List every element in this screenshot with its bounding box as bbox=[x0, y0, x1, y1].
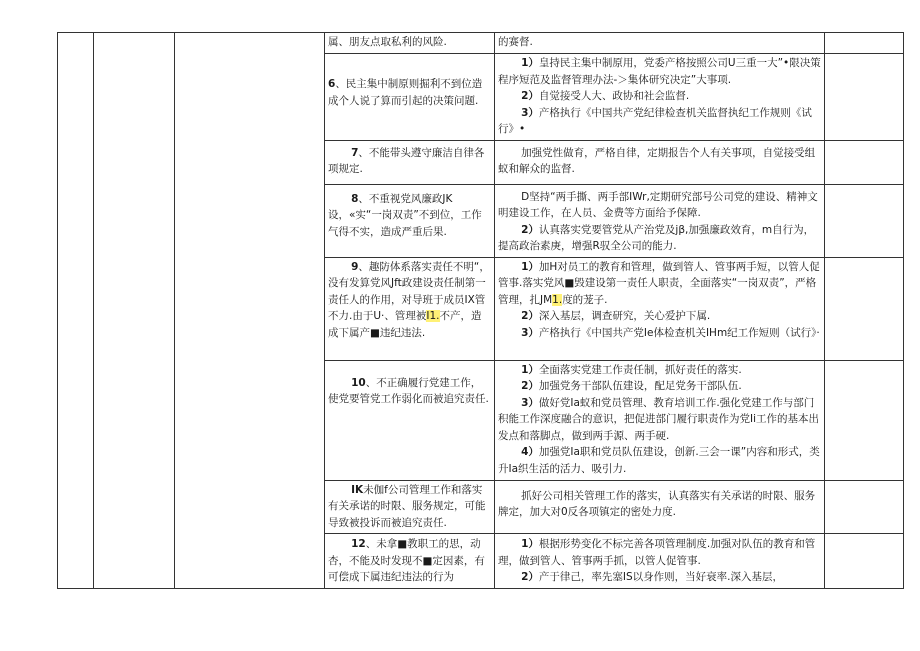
measure-item: 2）产于律己，率先塞IS以身作则，当好衰率.深入基层， bbox=[521, 571, 784, 583]
risk-text bbox=[325, 481, 494, 534]
duty-cell bbox=[175, 33, 325, 589]
risk-cell bbox=[325, 184, 495, 257]
measure-item: 1）根据形势变化不标完善各项管理制度.加强对队伍的教育和管理，做到管人、管事两手抓，以管人促管事. bbox=[498, 538, 816, 567]
note-cell bbox=[825, 140, 904, 184]
risk-number: 8 bbox=[351, 192, 359, 205]
highlighted-text: I1. bbox=[426, 310, 440, 322]
risk-text bbox=[325, 185, 494, 243]
risk-description: 未伽f公司管理工作和落实有关承诺的时限、服务规定，可能导致被投诉而被追究责任. bbox=[328, 483, 486, 529]
table-row bbox=[58, 33, 904, 54]
risk-number: 6 bbox=[328, 78, 336, 90]
risk-description: 、趣防体系落实责任不明“，没有发算党风Jft政建设责任制第一责任人的作用，对导班于成员IX管不力.由于U·、管理被 bbox=[328, 260, 490, 322]
measure-item: 1）皇持民主集中制原用，党委产格按照公司U三重一大”•限决策程序短范及监督管理办法-＞集体研究决定”大事项. bbox=[498, 57, 821, 86]
highlighted-text: 1. bbox=[552, 293, 563, 306]
measure-cell bbox=[495, 184, 825, 257]
index-cell bbox=[58, 33, 94, 589]
risk-number: 10 bbox=[351, 376, 366, 389]
measure-item: 3）做好党Ia蚁和党员管理、教育培训工作.强化党建工作与部门积能工作深度融合的意识，把促进部门履行职责作为党Ii工作的基本出发点和落脚点，做到两手源、两手硬. bbox=[498, 396, 820, 442]
measure-item: 4）加强党Ia职和党员队伍建设，创新.三会一课”内容和形式，类升Ia织生活的活力、吸引力. bbox=[498, 446, 820, 475]
measure-item: D坚持“两手撕、两手部IWr,定期研究部号公司党的建设、精神文明建设工作，在人员、金费等方面给予保障. bbox=[498, 190, 818, 219]
note-cell bbox=[825, 54, 904, 141]
risk-control-table bbox=[57, 32, 904, 589]
measure-cell bbox=[495, 140, 825, 184]
note-cell bbox=[825, 480, 904, 534]
risk-description: 、不能带头遵守廉洁自律各项规定. bbox=[328, 146, 485, 175]
measure-item: 1）加H对员工的教育和管理，做到管人、管事两手短，以管人促管事.落实党风■毁建设第一责任人职责，全面落实“一岗双责”，严格管理，扎JM1.度的茏子. bbox=[498, 260, 820, 306]
measure-cell bbox=[495, 257, 825, 360]
measure-item: 2）深入基层，调查研究，关心爱护下属. bbox=[521, 310, 711, 322]
risk-cell bbox=[325, 257, 495, 360]
risk-cell bbox=[325, 33, 495, 54]
post-cell bbox=[94, 33, 175, 589]
risk-text bbox=[325, 54, 494, 111]
risk-text bbox=[325, 258, 494, 344]
measure-item: 2）加强党务干部队伍建设，配足党务干部队伍. bbox=[521, 380, 742, 392]
risk-cell bbox=[325, 480, 495, 534]
risk-number: 9 bbox=[351, 260, 359, 273]
measure-item: 加强党性做育，严格自律，定期报告个人有关事项，自觉接受组蚁和解众的监督. bbox=[498, 146, 816, 175]
note-cell bbox=[825, 257, 904, 360]
risk-description-end: 不产，造成下属产■违纪违法. bbox=[328, 310, 482, 339]
measure-item: 抓好公司相关管理工作的落实，认真落实有关承诺的时限、服务牌定，加大对0反各项镇定的密处力度. bbox=[498, 489, 816, 518]
risk-number: IK bbox=[351, 483, 364, 496]
measure-cell bbox=[495, 480, 825, 534]
risk-number: 7 bbox=[351, 146, 359, 159]
risk-text: 属、朋友点取私利的风险. bbox=[328, 36, 447, 48]
measure-cell bbox=[495, 360, 825, 480]
risk-cell bbox=[325, 140, 495, 184]
risk-number: 12 bbox=[351, 538, 366, 550]
measure-item: 1）全面落实党建工作责任制，抓好责任的落实. bbox=[521, 363, 742, 376]
measure-text: 的赛督. bbox=[498, 36, 533, 48]
risk-cell bbox=[325, 360, 495, 480]
note-cell bbox=[825, 360, 904, 480]
measure-item: 3）产格执行《中国共产党Ie体检查机关IHm纪工作短则（试行》· bbox=[521, 326, 820, 339]
measure-item: 2）自觉接受人大、政协和社会监督. bbox=[521, 90, 690, 102]
note-cell bbox=[825, 184, 904, 257]
risk-description: 、不正确履行党建工作，使党要管党工作弱化而被追究责任. bbox=[328, 376, 489, 405]
risk-description: 、不重视党风廉政JK设，«实“一岗双责”不到位，工作气得不实，造成严重后果. bbox=[328, 192, 482, 238]
risk-cell bbox=[325, 54, 495, 141]
measure-cell bbox=[495, 54, 825, 141]
measure-cell bbox=[495, 33, 825, 54]
measure-cell bbox=[495, 534, 825, 589]
risk-description: 、未拿■教职工的思，动杏，不能及时发现不■定因素，有可偿成下属违纪违法的行为 bbox=[328, 538, 485, 583]
note-cell bbox=[825, 33, 904, 54]
risk-text bbox=[325, 141, 494, 180]
note-cell bbox=[825, 534, 904, 589]
risk-text bbox=[325, 534, 494, 588]
measure-item: 3）产格执行《中国共产党纪律检查机关监督执纪工作规则《试行》• bbox=[498, 106, 812, 135]
measure-item: 2）认真落实党要管党从产治党及jβ,加强廉政效育，m自行为，提高政治素庚，增强R驭全公司的能力. bbox=[498, 223, 815, 252]
risk-description: 、民主集中制原则掘利不到位造成个人说了算而引起的决策问题. bbox=[328, 78, 483, 107]
risk-text bbox=[325, 361, 494, 410]
risk-cell bbox=[325, 534, 495, 589]
